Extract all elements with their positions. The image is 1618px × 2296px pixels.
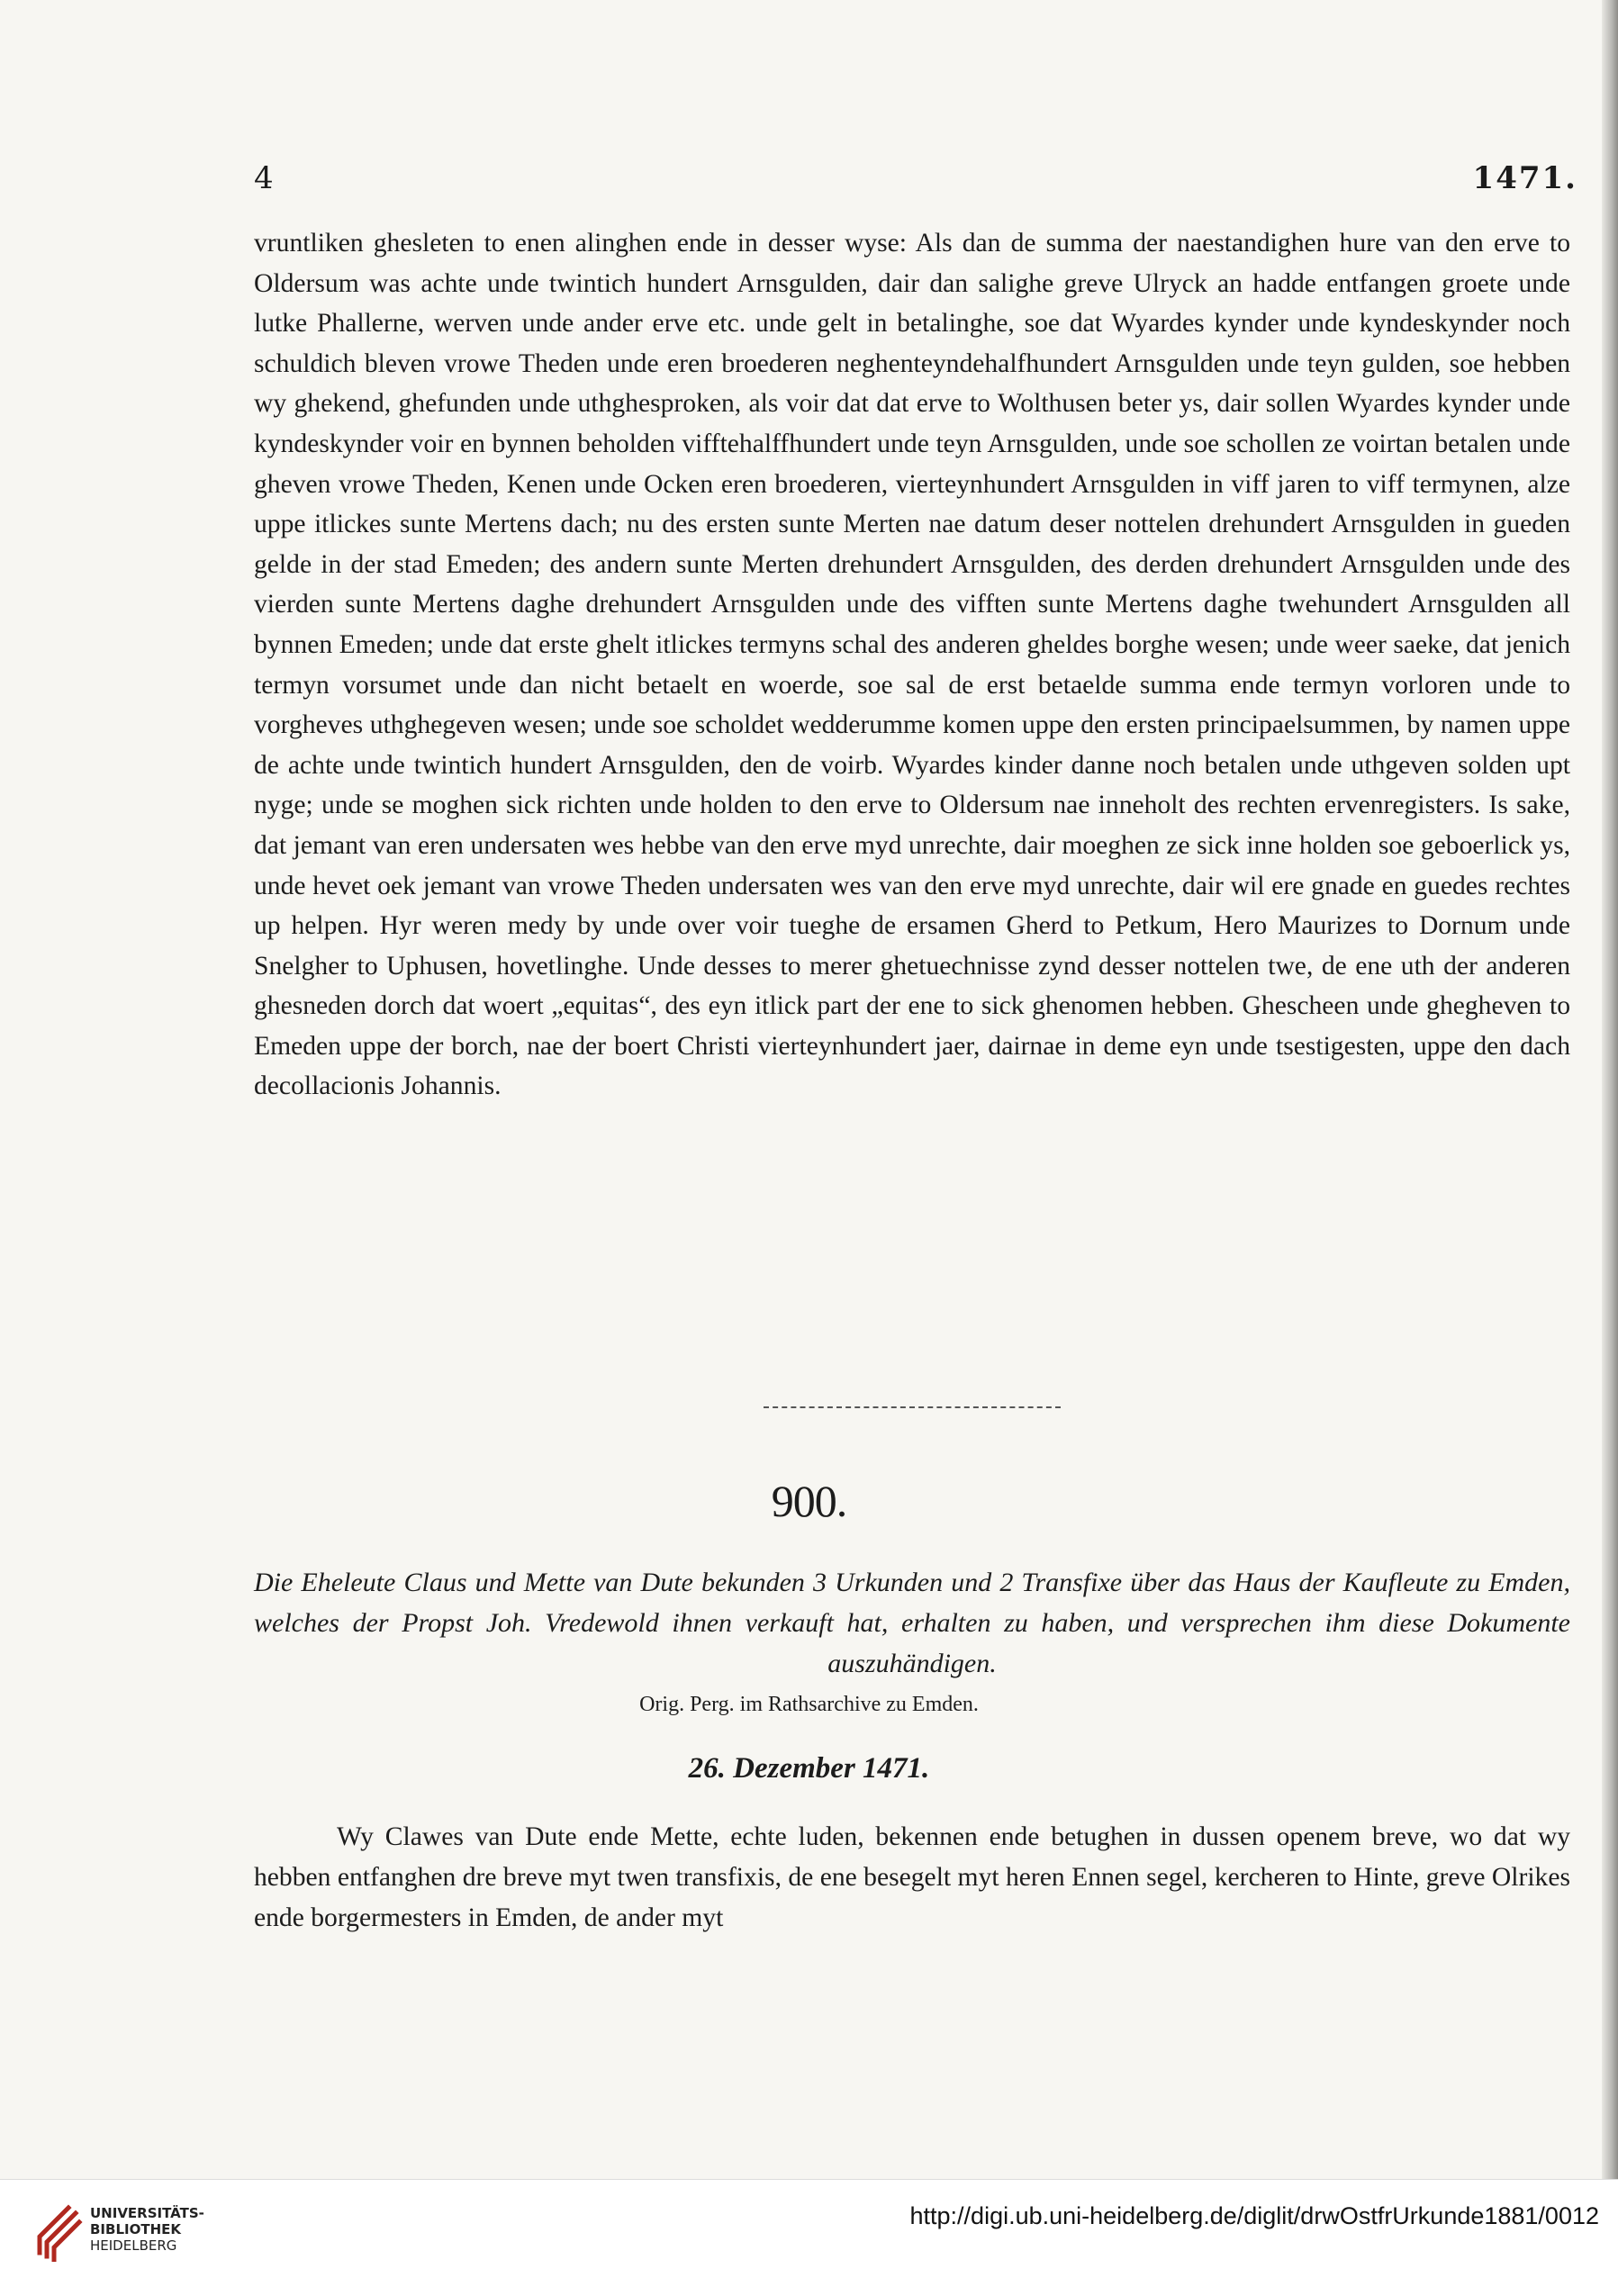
- library-name[interactable]: [90, 2205, 204, 2254]
- section-divider: [764, 1406, 1061, 1408]
- page-edge-shadow: [1602, 0, 1618, 2179]
- charter-text: Wy Clawes van Dute ende Mette, echte luden, bekennen ende betughen in dussen openem breve, wo dat wy hebben entfanghen dre breve myt twen transfixis, de ene besegelt myt heren Ennen segel, kercheren to Hinte, greve Olrikes ende borgermesters in Emden, de ander myt: [254, 1822, 1570, 1932]
- viewer-footer: [0, 2179, 1618, 2296]
- running-header: [254, 160, 1577, 196]
- header-year: 1471.: [1472, 160, 1577, 196]
- body-paragraph: vruntliken ghesleten to enen alinghen ende in desser wyse: Als dan de summa der naestandighen hure van den erve to Oldersum was achte unde twintich hundert Arnsgulden, dair dan salighe greve Ulryck an hadde entfangen groete unde lutke Phallerne, werven unde ander erve etc. unde gelt in betalinghe, soe dat Wyardes kynder unde kyndeskynder noch schuldich bleven vrowe Theden unde eren broederen neghenteyndehalfhundert Arnsgulden unde teyn gulden, soe hebben wy ghekend, ghefunden unde uthghesproken, als voir dat dat erve to Wolthusen beter ys, dair sollen Wyardes kynder unde kyndeskynder voir en bynnen beholden vifftehalffhundert unde teyn Arnsgulden, unde soe schollen ze voirtan betalen unde gheven vrowe Theden, Kenen unde Ocken eren broederen, vierteynhundert Arnsgulden in viff jaren to viff termynen, alze uppe itlickes sunte Mertens dach; nu des ersten sunte Merten nae datum deser nottelen drehundert Arnsgulden in gueden gelde in der stad Emeden; des andern sunte Merten drehundert Arnsgulden, des derden drehundert Arnsgulden unde des vierden sunte Mertens daghe drehundert Arnsgulden unde des vifften sunte Mertens daghe twehundert Arnsgulden all bynnen Emeden; unde dat erste ghelt itlickes termyns schal des anderen gheldes borghe wesen; unde weer saeke, dat jenich termyn vorsumet unde dan nicht betaelt en woerde, soe sal de erst betaelde summa ende termyn vorloren unde to vorgheves uthghegeven wesen; unde soe scholdet wedderumme komen uppe den ersten principaelsummen, by namen uppe de achte unde twintich hundert Arnsgulden, den de voirb. Wyardes kinder danne noch betalen unde uthgeven solden upt nyge; unde se moghen sick richten unde holden to den erve to Oldersum nae inneholt des rechten ervenregisters. Is sake, dat jemant van eren undersaten wes hebbe van den erve myd unrechte, dair moeghen ze sick inne holden soe geboerlick ys, unde hevet oek jemant van vrowe Theden undersaten wes van den erve myd unrechte, dair wil ere gnade en guedes rechtes up helpen. Hyr weren medy by unde over voir tueghe de ersamen Gherd to Petkum, Hero Maurizes to Dornum unde Snelgher to Uphusen, hovetlinghe. Unde desses to merer ghetuechnisse zynd desser nottelen twe, de ene uth der anderen ghesneden dorch dat woert „equitas“, des eyn itlick part der ene to sick ghenomen hebben. Ghescheen unde ghegheven to Emeden uppe der borch, nae der boert Christi vierteynhundert jaer, dairnae in deme eyn unde tsestigesten, uppe den dach decollacionis Johannis.: [254, 229, 1570, 1101]
- library-name-line3: HEIDELBERG: [90, 2237, 177, 2254]
- document-source: Orig. Perg. im Rathsarchive zu Emden.: [639, 1693, 979, 1716]
- page-number: 4: [254, 160, 274, 196]
- university-library-logo-icon[interactable]: [31, 2197, 83, 2262]
- document-regest: Die Eheleute Claus und Mette van Dute bekunden 3 Urkunden und 2 Transfixe über das Haus der Kaufleute zu Emden, welches der Propst Joh. Vredewold ihnen verkauft hat, erhalten zu haben, und versprechen ihm diese Dokumente auszuhändigen.: [254, 1568, 1570, 1678]
- library-name-line2: BIBLIOTHEK: [90, 2221, 181, 2237]
- document-date: 26. Dezember 1471.: [688, 1752, 930, 1785]
- permalink-url[interactable]: http://digi.ub.uni-heidelberg.de/diglit/drwOstfrUrkunde1881/0012: [909, 2202, 1599, 2229]
- library-name-line1: UNIVERSITÄTS-: [90, 2205, 204, 2221]
- document-number: 900.: [771, 1476, 847, 1526]
